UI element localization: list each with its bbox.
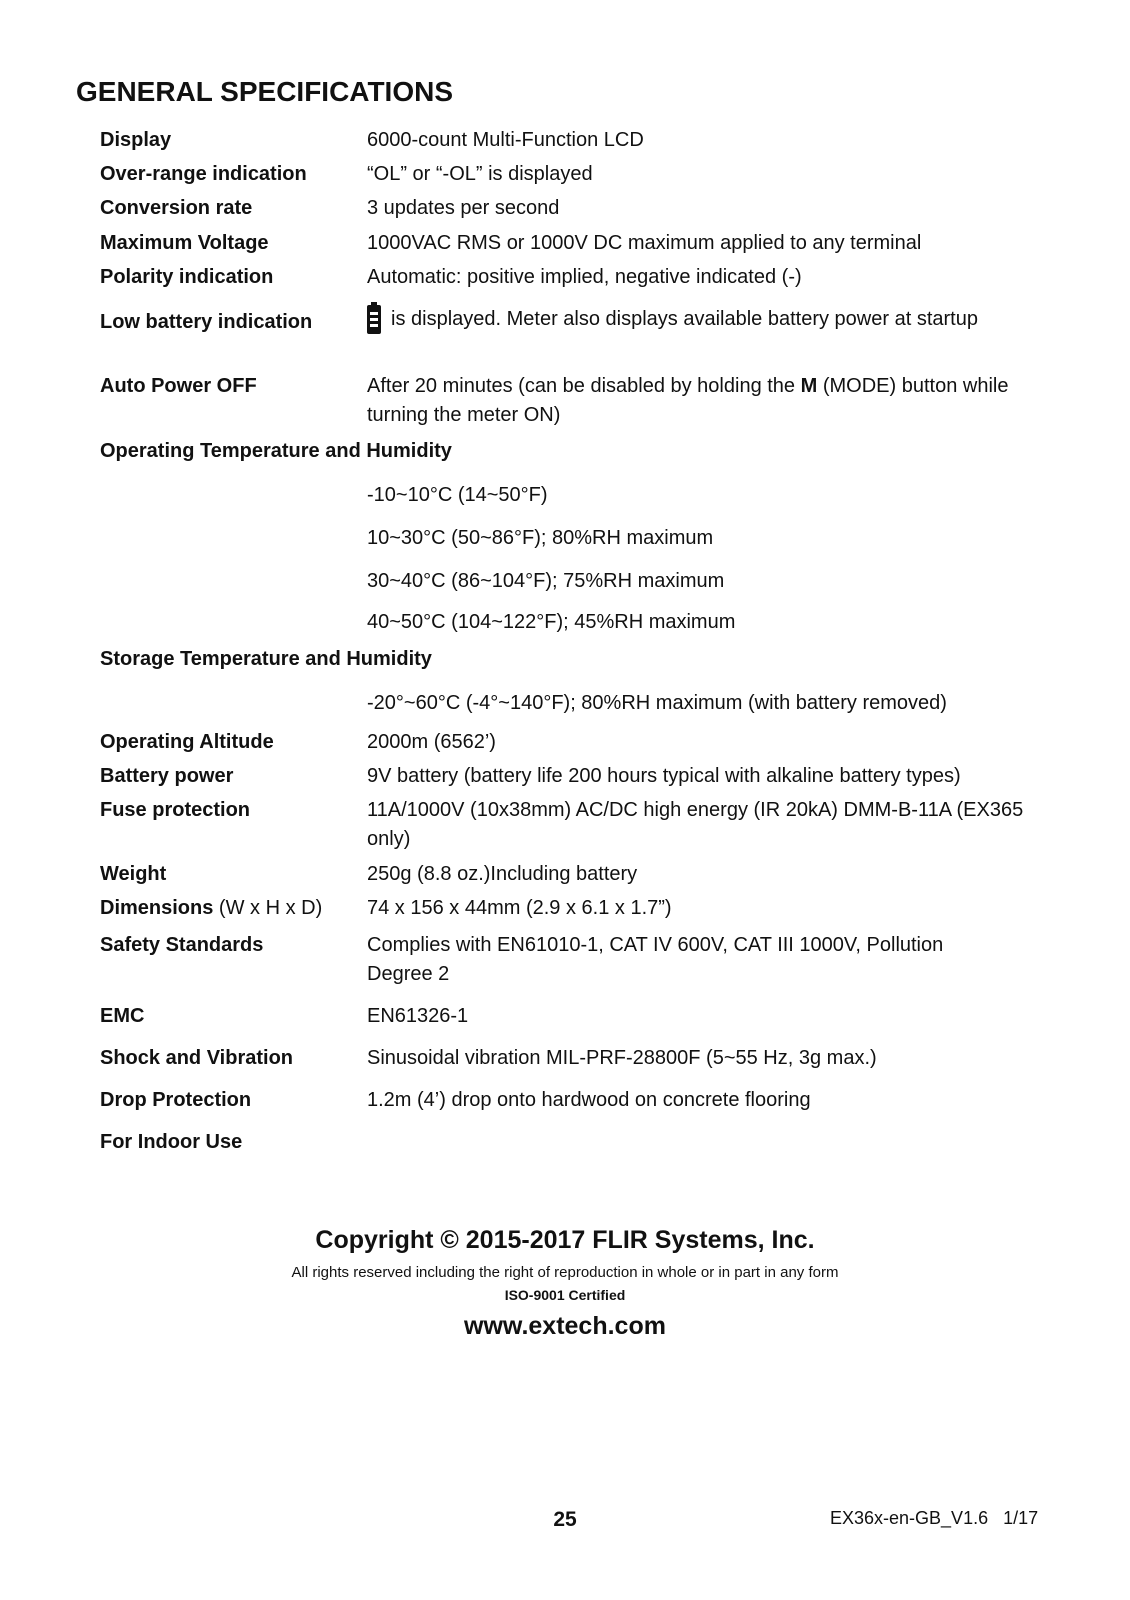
spec-value: 3 updates per second — [367, 197, 560, 219]
spec-value: -20°~60°C (-4°~140°F); 80%RH maximum (with battery removed) — [367, 692, 947, 714]
spec-value: 9V battery (battery life 200 hours typical with alkaline battery types) — [367, 765, 961, 787]
spec-value: 2000m (6562’) — [367, 731, 496, 753]
spec-label: Storage Temperature and Humidity — [100, 648, 432, 670]
spec-value: 11A/1000V (10x38mm) AC/DC high energy (IR 20kA) DMM-B-11A (EX365 only) — [367, 799, 1024, 850]
spec-value: Automatic: positive implied, negative indicated (-) — [367, 266, 802, 288]
spec-value: 250g (8.8 oz.)Including battery — [367, 863, 638, 885]
iso-certification: ISO-9001 Certified — [504, 1287, 626, 1303]
spec-value: Complies with EN61010-1, CAT IV 600V, CAT III 1000V, Pollution Degree 2 — [367, 934, 944, 985]
spec-label: EMC — [100, 1005, 145, 1027]
page-number: 25 — [553, 1508, 577, 1531]
spec-label: Polarity indication — [100, 266, 274, 288]
spec-value: 74 x 156 x 44mm (2.9 x 6.1 x 1.7”) — [367, 897, 672, 919]
spec-value: 30~40°C (86~104°F); 75%RH maximum — [367, 570, 725, 592]
spec-label: Weight — [100, 863, 167, 885]
page-title: GENERAL SPECIFICATIONS — [76, 76, 454, 107]
low-battery-text: is displayed. Meter also displays available battery power at startup — [391, 308, 978, 330]
auto-power-text-pre: After 20 minutes (can be disabled by holding the — [367, 375, 801, 397]
spec-label: Conversion rate — [100, 197, 253, 219]
spec-value — [367, 302, 1047, 334]
spec-label: Drop Protection — [100, 1089, 252, 1111]
spec-label: Operating Altitude — [100, 731, 274, 753]
spec-label: For Indoor Use — [100, 1131, 243, 1153]
spec-label: Shock and Vibration — [100, 1047, 293, 1069]
spec-label: Fuse protection — [100, 799, 251, 821]
spec-label: Auto Power OFF — [100, 375, 257, 397]
spec-label — [100, 894, 322, 923]
spec-label: Operating Temperature and Humidity — [100, 440, 452, 462]
spec-value: 10~30°C (50~86°F); 80%RH maximum — [367, 527, 714, 549]
spec-label: Maximum Voltage — [100, 232, 269, 254]
spec-label: Battery power — [100, 765, 234, 787]
spec-label: Over-range indication — [100, 163, 307, 185]
rights-statement: All rights reserved including the right of reproduction in whole or in part in any form — [291, 1264, 839, 1281]
spec-value: 1.2m (4’) drop onto hardwood on concrete flooring — [367, 1089, 811, 1111]
spec-value: 6000-count Multi-Function LCD — [367, 129, 644, 151]
spec-label: Safety Standards — [100, 934, 264, 956]
dimensions-label-suffix: (W x H x D) — [213, 897, 323, 919]
document-code: EX36x-en-GB_V1.6 1/17 — [830, 1508, 1039, 1528]
spec-value: 1000VAC RMS or 1000V DC maximum applied to any terminal — [367, 232, 922, 254]
spec-value: 40~50°C (104~122°F); 45%RH maximum — [367, 611, 736, 633]
mode-key: M — [800, 375, 818, 397]
spec-value: “OL” or “-OL” is displayed — [367, 163, 593, 185]
dimensions-label: Dimensions — [100, 897, 214, 919]
battery-icon — [367, 302, 381, 332]
spec-value: EN61326-1 — [367, 1005, 469, 1027]
website-url: www.extech.com — [464, 1312, 666, 1340]
spec-value — [367, 372, 1047, 430]
spec-value: -10~10°C (14~50°F) — [367, 484, 548, 506]
auto-power-text-post: (MODE) button while turning the meter ON) — [367, 375, 1009, 426]
copyright-notice: Copyright © 2015-2017 FLIR Systems, Inc. — [315, 1226, 815, 1254]
spec-label: Display — [100, 129, 172, 151]
spec-value: Sinusoidal vibration MIL-PRF-28800F (5~55 Hz, 3g max.) — [367, 1047, 877, 1069]
spec-label: Low battery indication — [100, 311, 313, 333]
